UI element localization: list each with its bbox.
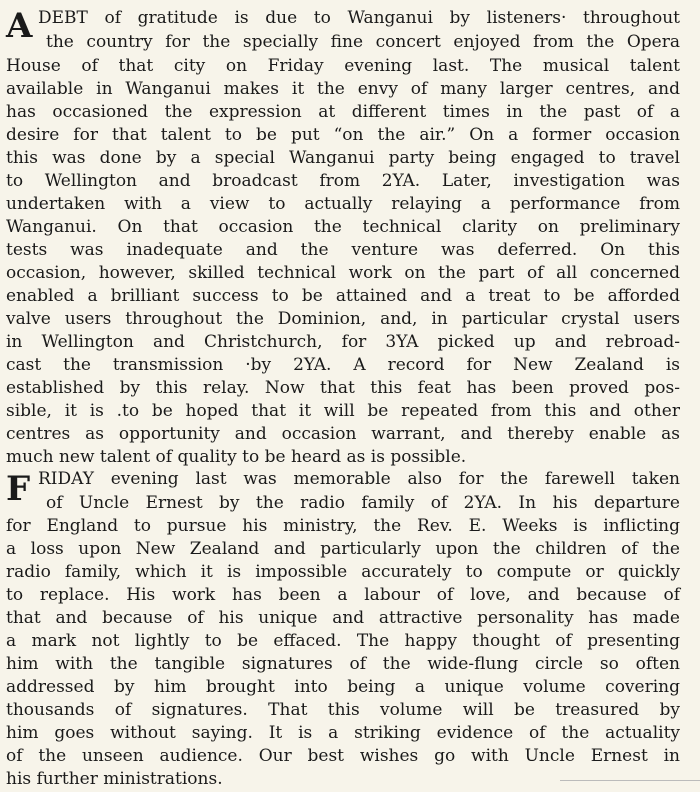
- article-line: RIDAY evening last was memorable also for the farewell taken: [38, 469, 680, 489]
- article-line: a mark not lightly to be effaced. The happy thought of presenting: [6, 631, 680, 651]
- column-divider: [560, 780, 700, 781]
- article-line: to Wellington and broadcast from 2YA. Later, investigation was: [6, 171, 680, 191]
- article-line: Wanganui. On that occasion the technical clarity on preliminary: [6, 217, 680, 237]
- article-line: sible, it is .to be hoped that it will be repeated from this and other: [6, 401, 680, 421]
- article-line: in Wellington and Christchurch, for 3YA picked up and rebroad-: [6, 332, 680, 352]
- article-line: of Uncle Ernest by the radio family of 2YA. In his departure: [46, 493, 680, 513]
- article-line: occasion, however, skilled technical work on the part of all concerned: [6, 263, 680, 283]
- article-line: has occasioned the expression at different times in the past of a: [6, 102, 680, 122]
- article-line: undertaken with a view to actually relaying a performance from: [6, 194, 680, 214]
- article-line: centres as opportunity and occasion warrant, and thereby enable as: [6, 424, 680, 444]
- article-line: enabled a brilliant success to be attained and a treat to be afforded: [6, 286, 680, 306]
- article-line: thousands of signatures. That this volume will be treasured by: [6, 700, 680, 720]
- article-line: valve users throughout the Dominion, and, in particular crystal users: [6, 309, 680, 329]
- article-line: of the unseen audience. Our best wishes go with Uncle Ernest in: [6, 746, 680, 766]
- article-line: available in Wanganui makes it the envy of many larger centres, and: [6, 79, 680, 99]
- article-line: DEBT of gratitude is due to Wanganui by listeners· throughout: [38, 8, 680, 28]
- article-line: him with the tangible signatures of the wide-flung circle so often: [6, 654, 680, 674]
- dropcap-f: F: [6, 469, 31, 509]
- article-line: cast the transmission ·by 2YA. A record for New Zealand is: [6, 355, 680, 375]
- dropcap-a: A: [6, 6, 33, 46]
- article-line: House of that city on Friday evening last. The musical talent: [6, 56, 680, 76]
- article-line: the country for the specially fine concert enjoyed from the Opera: [46, 32, 680, 52]
- article-line: tests was inadequate and the venture was deferred. On this: [6, 240, 680, 260]
- article-line: that and because of his unique and attractive personality has made: [6, 608, 680, 628]
- article-line: addressed by him brought into being a unique volume covering: [6, 677, 680, 697]
- article-line: to replace. His work has been a labour of love, and because of: [6, 585, 680, 605]
- article-line: his further ministrations.: [6, 769, 223, 789]
- article-line: a loss upon New Zealand and particularly upon the children of the: [6, 539, 680, 559]
- article-line: for England to pursue his ministry, the Rev. E. Weeks is inflicting: [6, 516, 680, 536]
- article-line: this was done by a special Wanganui party being engaged to travel: [6, 148, 680, 168]
- article-line: established by this relay. Now that this feat has been proved pos-: [6, 378, 680, 398]
- article-line: him goes without saying. It is a striking evidence of the actuality: [6, 723, 680, 743]
- article-line: much new talent of quality to be heard as is possible.: [6, 447, 467, 467]
- article-line: radio family, which it is impossible accurately to compute or quickly: [6, 562, 680, 582]
- article-line: desire for that talent to be put “on the air.” On a former occasion: [6, 125, 680, 145]
